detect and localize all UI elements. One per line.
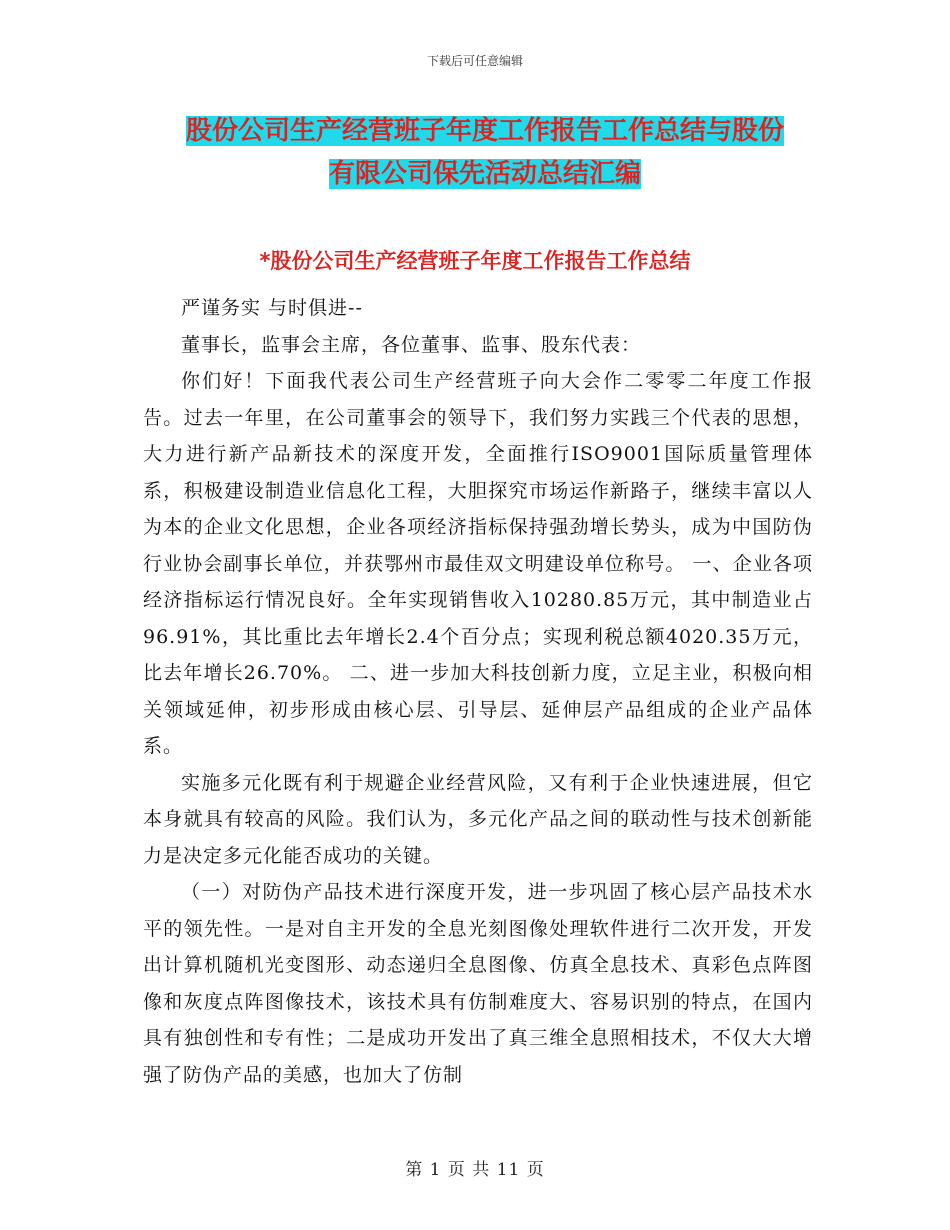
document-title-line-2: 有限公司保先活动总结汇编 — [328, 159, 641, 189]
document-body — [143, 290, 813, 1093]
document-title-line-1: 股份公司生产经营班子年度工作报告工作总结与股份 — [185, 116, 784, 146]
section-title: *股份公司生产经营班子年度工作报告工作总结 — [259, 249, 691, 273]
paragraph-diversification: 实施多元化既有利于规避企业经营风险，又有利于企业快速进展，但它本身就具有较高的风险。我们认为，多元化产品之间的联动性与技术创新能力是决定多元化能否成功的关键。 — [143, 771, 813, 867]
paragraph-salutation: 董事长，监事会主席，各位董事、监事、股东代表： — [181, 333, 642, 356]
document-title — [140, 110, 830, 196]
paragraph-report-intro: 你们好！下面我代表公司生产经营班子向大会作二零零二年度工作报告。过去一年里，在公司董事会的领导下，我们努力实践三个代表的思想，大力进行新产品新技术的深度开发，全面推行ISO9001国际质量管理体系，积极建设制造业信息化工程，大胆探究市场运作新路子，继续丰富以人为本的企业文化思想，企业各项经济指标保持强劲增长势头，成为中国防伪行业协会副事长单位，并获鄂州市最佳双文明建设单位称号。 一、企业各项经济指标运行情况良好。全年实现销售收入10280.85万元，其中制造业占96.91%，其比重比去年增长2.4个百分点；实现利税总额4020.35万元，比去年增长26.70%。 二、进一步加大科技创新力度，立足主业，积极向相关领域延伸，初步形成由核心层、引导层、延伸层产品组成的企业产品体系。 — [143, 370, 813, 757]
page-number-footer: 第 1 页 共 11 页 — [405, 1160, 545, 1180]
page-header-note: 下载后可任意编辑 — [426, 54, 523, 68]
paragraph-motto: 严谨务实 与时俱进-- — [181, 297, 363, 319]
paragraph-anti-counterfeit-tech: （一）对防伪产品技术进行深度开发，进一步巩固了核心层产品技术水平的领先性。一是对自主开发的全息光刻图像处理软件进行二次开发，开发出计算机随机光变图形、动态递归全息图像、仿真全息技术、真彩色点阵图像和灰度点阵图像技术，该技术具有仿制难度大、容易识别的特点，在国内具有独创性和专有性；二是成功开发出了真三维全息照相技术，不仅大大增强了防伪产品的美感，也加大了仿制 — [143, 881, 813, 1086]
